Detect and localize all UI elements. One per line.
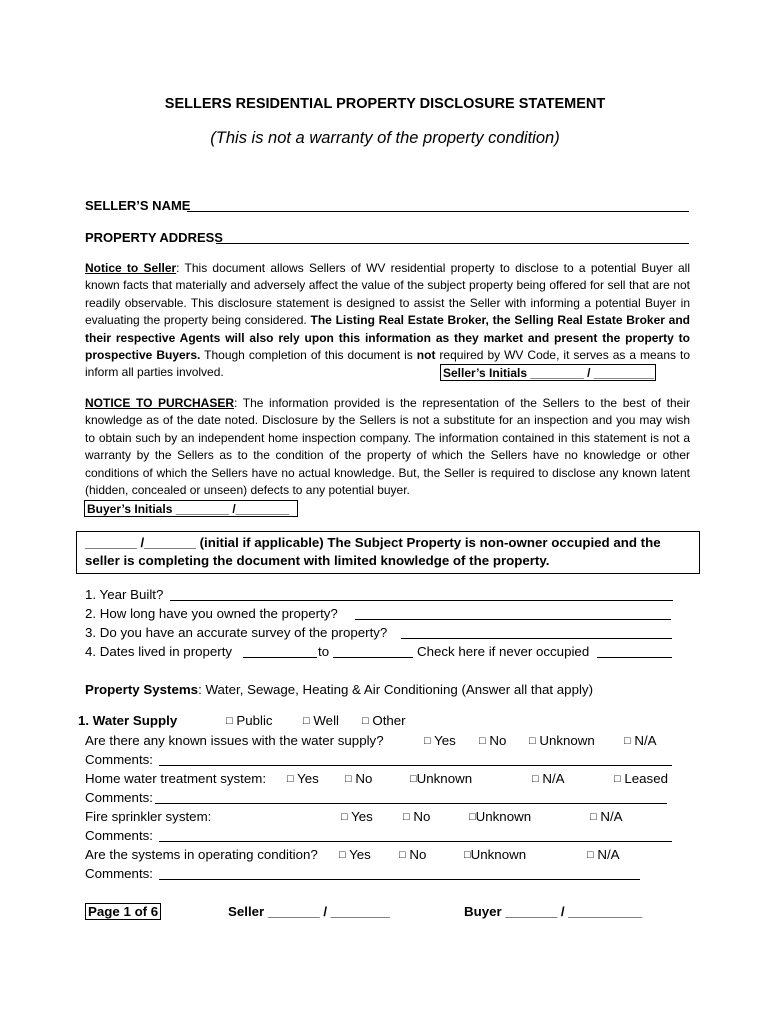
sprinkler-question: Fire sprinkler system: — [85, 809, 212, 824]
option-label: No — [489, 733, 507, 748]
property-address-field[interactable] — [216, 243, 689, 244]
comments-field-2[interactable] — [155, 803, 667, 804]
option-label: Unknown — [470, 847, 527, 862]
option-label: Yes — [351, 809, 373, 824]
operating-na[interactable] — [587, 847, 620, 862]
never-occupied-label: Check here if never occupied — [417, 644, 590, 659]
non-owner-line-1[interactable]: _______ /_______ (initial if applicable) The Subject Property is non-owner occupied and the — [85, 535, 661, 550]
property-systems-text: : Water, Sewage, Heating & Air Conditioning (Answer all that apply) — [198, 682, 593, 697]
checkbox-icon: □ — [469, 811, 476, 823]
option-label: Leased — [624, 771, 668, 786]
footer-buyer-initials[interactable]: Buyer _______ / __________ — [464, 904, 643, 919]
checkbox-icon: □ — [362, 715, 369, 727]
question-label: 4. Dates lived in property — [85, 644, 233, 659]
checkbox-icon: □ — [339, 849, 346, 861]
checkbox-icon: □ — [464, 849, 471, 861]
notice-seller-not: not — [416, 348, 436, 363]
notice-seller-text-2: Though completion of this document is — [200, 348, 417, 363]
owned-duration-field[interactable] — [355, 619, 671, 620]
issues-yes[interactable] — [424, 733, 456, 748]
option-label: Well — [313, 713, 339, 728]
checkbox-icon: □ — [287, 773, 294, 785]
checkbox-icon: □ — [303, 715, 310, 727]
comments-label: Comments: — [85, 790, 153, 805]
water-supply-heading: 1. Water Supply — [78, 713, 178, 728]
option-label: No — [413, 809, 431, 824]
never-occupied-field[interactable] — [597, 657, 672, 658]
checkbox-icon: □ — [624, 735, 631, 747]
checkbox-icon: □ — [529, 735, 536, 747]
option-label: Yes — [349, 847, 371, 862]
treatment-unknown[interactable] — [410, 771, 472, 786]
seller-name-field[interactable] — [187, 211, 689, 212]
sprinkler-yes[interactable] — [341, 809, 373, 824]
comments-label: Comments: — [85, 866, 153, 881]
notice-purchaser-text: : The information provided is the representation of the Sellers to the best of their knowledge as of the date noted. Disclosure by the Sellers is not a substitute for an inspection and you may wish to obtain such by an independent home inspection company. The information contained in this statement is not a warranty by the Sellers as to the condition of the property of which the Sellers have no knowledge or other conditions of which the Sellers have no actual knowledge. But, the Seller is required to disclose any known latent (hidden, concealed or unseen) defects to any potential buyer. — [85, 396, 690, 498]
question-label: 3. Do you have an accurate survey of the property? — [85, 625, 388, 640]
option-public[interactable] — [226, 713, 273, 728]
checkbox-icon: □ — [403, 811, 410, 823]
survey-field[interactable] — [401, 638, 672, 639]
notice-to-purchaser-heading: NOTICE TO PURCHASER — [85, 396, 235, 410]
option-label: N/A — [542, 771, 565, 786]
property-systems-heading: Property Systems — [85, 682, 199, 697]
checkbox-icon: □ — [479, 735, 486, 747]
question-label: 2. How long have you owned the property? — [85, 606, 338, 621]
question-survey — [85, 625, 387, 640]
checkbox-icon: □ — [341, 811, 348, 823]
document-subtitle: (This is not a warranty of the property condition) — [210, 129, 560, 147]
buyer-initials-box[interactable]: Buyer’s Initials ________ /________ — [84, 500, 298, 517]
option-label: Unknown — [416, 771, 473, 786]
checkbox-icon: □ — [590, 811, 597, 823]
non-owner-line-2: seller is completing the document with limited knowledge of the property. — [85, 553, 550, 568]
comments-field-1[interactable] — [159, 765, 672, 766]
dates-lived-from-field[interactable] — [243, 657, 317, 658]
checkbox-icon: □ — [424, 735, 431, 747]
checkbox-icon: □ — [532, 773, 539, 785]
checkbox-icon: □ — [614, 773, 621, 785]
issues-unknown[interactable] — [529, 733, 595, 748]
question-dates-lived — [85, 644, 232, 659]
option-label: Yes — [297, 771, 319, 786]
question-year-built — [85, 587, 163, 602]
treatment-question: Home water treatment system: — [85, 771, 267, 786]
seller-name-label: SELLER’S NAME — [85, 198, 191, 213]
checkbox-icon: □ — [587, 849, 594, 861]
question-owned-duration — [85, 606, 338, 621]
sprinkler-na[interactable] — [590, 809, 623, 824]
issues-na[interactable] — [624, 733, 657, 748]
year-built-field[interactable] — [170, 600, 673, 601]
property-address-label: PROPERTY ADDRESS — [85, 230, 223, 245]
seller-initials-box[interactable]: Seller’s Initials ________ / _________ — [440, 364, 656, 381]
option-well[interactable] — [303, 713, 339, 728]
comments-field-3[interactable] — [159, 841, 672, 842]
option-label: No — [409, 847, 427, 862]
issues-no[interactable] — [479, 733, 506, 748]
question-label: 1. Year Built? — [85, 587, 164, 602]
treatment-no[interactable] — [345, 771, 372, 786]
checkbox-icon: □ — [345, 773, 352, 785]
notice-to-seller-heading: Notice to Seller — [85, 261, 177, 275]
dates-lived-to-field[interactable] — [333, 657, 413, 658]
operating-unknown[interactable] — [464, 847, 526, 862]
footer-seller-initials[interactable]: Seller _______ / ________ — [228, 904, 390, 919]
notice-to-purchaser — [85, 395, 690, 499]
notice-seller-text-1: : This document allows Sellers of WV residential property to disclose to a potential Buyer all known facts that materially and adversely affect the value of the subject property being offered for sell that are not readily observable. This disclosure statement is designed to assist the Seller with informing a potential Buyer in evaluating the property being considered. — [85, 261, 691, 328]
checkbox-icon: □ — [399, 849, 406, 861]
option-label: Public — [236, 713, 273, 728]
option-label: N/A — [597, 847, 620, 862]
option-label: N/A — [634, 733, 657, 748]
notice-seller-bold-text: The Listing Real Estate Broker, the Selling Real Estate Broker and their respective Agents will also rely upon this information as they market and present the property to prospective Buyers. — [85, 313, 691, 363]
dates-lived-to-label: to — [318, 644, 330, 659]
property-systems — [85, 682, 593, 697]
option-label: Other — [372, 713, 406, 728]
comments-label: Comments: — [85, 752, 153, 767]
treatment-yes[interactable] — [287, 771, 319, 786]
checkbox-icon: □ — [226, 715, 233, 727]
option-other[interactable] — [362, 713, 406, 728]
comments-label: Comments: — [85, 828, 153, 843]
operating-no[interactable] — [399, 847, 426, 862]
operating-question: Are the systems in operating condition? — [85, 847, 318, 862]
operating-yes[interactable] — [339, 847, 371, 862]
checkbox-icon: □ — [410, 773, 417, 785]
sprinkler-no[interactable] — [403, 809, 430, 824]
comments-field-4[interactable] — [159, 879, 640, 880]
sprinkler-unknown[interactable] — [469, 809, 531, 824]
option-label: No — [355, 771, 373, 786]
option-label: N/A — [600, 809, 623, 824]
option-label: Unknown — [475, 809, 532, 824]
treatment-leased[interactable] — [614, 771, 668, 786]
document-title: SELLERS RESIDENTIAL PROPERTY DISCLOSURE STATEMENT — [164, 96, 606, 112]
water-issues-question: Are there any known issues with the water supply? — [85, 733, 384, 748]
option-label: Unknown — [539, 733, 595, 748]
page-indicator: Page 1 of 6 — [85, 903, 161, 920]
treatment-na[interactable] — [532, 771, 565, 786]
notice-seller-text-3: required by WV Code, it serves as a means to inform all parties involved. — [85, 348, 691, 380]
option-label: Yes — [434, 733, 456, 748]
